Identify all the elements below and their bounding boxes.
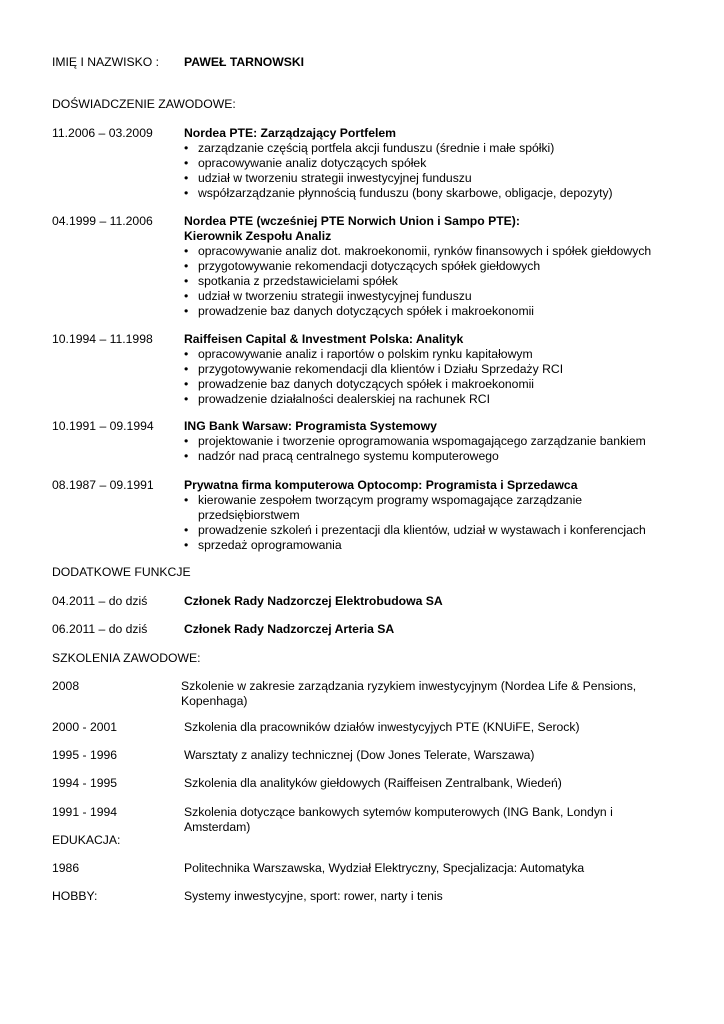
list-item: • opracowywanie analiz i raportów o polskim rynku kapitałowym	[184, 347, 664, 362]
education-section-title: EDUKACJA:	[52, 833, 121, 847]
education-text: Politechnika Warszawska, Wydział Elektryczny, Specjalizacja: Automatyka	[184, 861, 585, 875]
job-dates: 10.1994 – 11.1998	[52, 332, 153, 346]
training-dates: 2000 - 2001	[52, 720, 118, 734]
job-dates: 04.1999 – 11.2006	[52, 214, 153, 228]
list-item: • prowadzenie działalności dealerskiej na rachunek RCI	[184, 392, 664, 407]
function-text: Członek Rady Nadzorczej Arteria SA	[184, 622, 395, 636]
education-dates: 1986	[52, 861, 80, 875]
training-dates: 1995 - 1996	[52, 748, 118, 762]
job-title: Nordea PTE (wcześniej PTE Norwich Union i Sampo PTE):	[184, 214, 520, 228]
function-dates: 04.2011 – do dziś	[52, 594, 148, 608]
training-text: Szkolenia dotyczące bankowych sytemów komputerowych (ING Bank, Londyn i Amsterdam)	[184, 805, 613, 834]
training-text: Warsztaty z analizy technicznej (Dow Jones Telerate, Warszawa)	[184, 748, 535, 762]
training-text: Szkolenia dla analityków giełdowych (Raiffeisen Zentralbank, Wiedeń)	[184, 776, 562, 790]
name-value: PAWEŁ TARNOWSKI	[184, 55, 305, 69]
training-dates: 1994 - 1995	[52, 776, 118, 790]
list-item: • kierowanie zespołem tworzącym programy wspomagające zarządzanie przedsiębiorstwem	[184, 493, 629, 523]
job-dates: 11.2006 – 03.2009	[52, 126, 153, 140]
list-item: • zarządzanie częścią portfela akcji funduszu (średnie i małe spółki)	[184, 141, 664, 156]
job-duties-list	[184, 244, 664, 319]
training-section-title: SZKOLENIA ZAWODOWE:	[52, 651, 201, 665]
hobby-section-title: HOBBY:	[52, 889, 98, 903]
job-title: Raiffeisen Capital & Investment Polska: Analityk	[184, 332, 464, 346]
experience-section-title: DOŚWIADCZENIE ZAWODOWE:	[52, 97, 236, 111]
job-duties-list	[184, 493, 646, 553]
function-text: Członek Rady Nadzorczej Elektrobudowa SA	[184, 594, 443, 608]
training-text: Szkolenia dla pracowników działów inwestycyjych PTE (KNUiFE, Serock)	[184, 720, 580, 734]
job-duties-list	[184, 141, 664, 201]
job-title: ING Bank Warsaw: Programista Systemowy	[184, 419, 437, 433]
job-dates: 08.1987 – 09.1991	[52, 478, 154, 492]
job-title: Prywatna firma komputerowa Optocomp: Programista i Sprzedawca	[184, 478, 578, 492]
additional-section-title: DODATKOWE FUNKCJE	[52, 565, 191, 579]
function-dates: 06.2011 – do dziś	[52, 622, 148, 636]
list-item: • przygotowywanie rekomendacji dla klientów i Działu Sprzedaży RCI	[184, 362, 664, 377]
job-title-line2: Kierownik Zespołu Analiz	[184, 229, 332, 243]
list-item: • prowadzenie baz danych dotyczących spółek i makroekonomii	[184, 377, 664, 392]
list-item: • spotkania z przedstawicielami spółek	[184, 274, 664, 289]
list-item: • projektowanie i tworzenie oprogramowania wspomagającego zarządzanie bankiem	[184, 434, 664, 449]
list-item: • prowadzenie baz danych dotyczących spółek i makroekonomii	[184, 304, 664, 319]
job-duties-list	[184, 434, 664, 464]
list-item: • nadzór nad pracą centralnego systemu komputerowego	[184, 449, 664, 464]
training-text: Szkolenie w zakresie zarządzania ryzykiem inwestycyjnym (Nordea Life & Pensions, Kopenhaga)	[181, 679, 637, 708]
job-dates: 10.1991 – 09.1994	[52, 419, 154, 433]
list-item: • współzarządzanie płynnością funduszu (bony skarbowe, obligacje, depozyty)	[184, 186, 664, 201]
hobby-text: Systemy inwestycyjne, sport: rower, narty i tenis	[184, 889, 443, 903]
list-item: • sprzedaż oprogramowania	[184, 538, 629, 553]
training-dates: 2008	[52, 679, 80, 693]
list-item: • opracowywanie analiz dotyczących spółek	[184, 156, 664, 171]
job-duties-list	[184, 347, 664, 407]
name-label: IMIĘ I NAZWISKO :	[52, 55, 159, 69]
list-item: • przygotowywanie rekomendacji dotyczących spółek giełdowych	[184, 259, 664, 274]
list-item: • udział w tworzeniu strategii inwestycyjnej funduszu	[184, 289, 664, 304]
list-item: • opracowywanie analiz dot. makroekonomii, rynków finansowych i spółek giełdowych	[184, 244, 664, 259]
list-item: • udział w tworzeniu strategii inwestycyjnej funduszu	[184, 171, 664, 186]
job-title: Nordea PTE: Zarządzający Portfelem	[184, 126, 396, 140]
training-dates: 1991 - 1994	[52, 805, 118, 819]
list-item: • prowadzenie szkoleń i prezentacji dla klientów, udział w wystawach i konferencjach	[184, 523, 629, 538]
